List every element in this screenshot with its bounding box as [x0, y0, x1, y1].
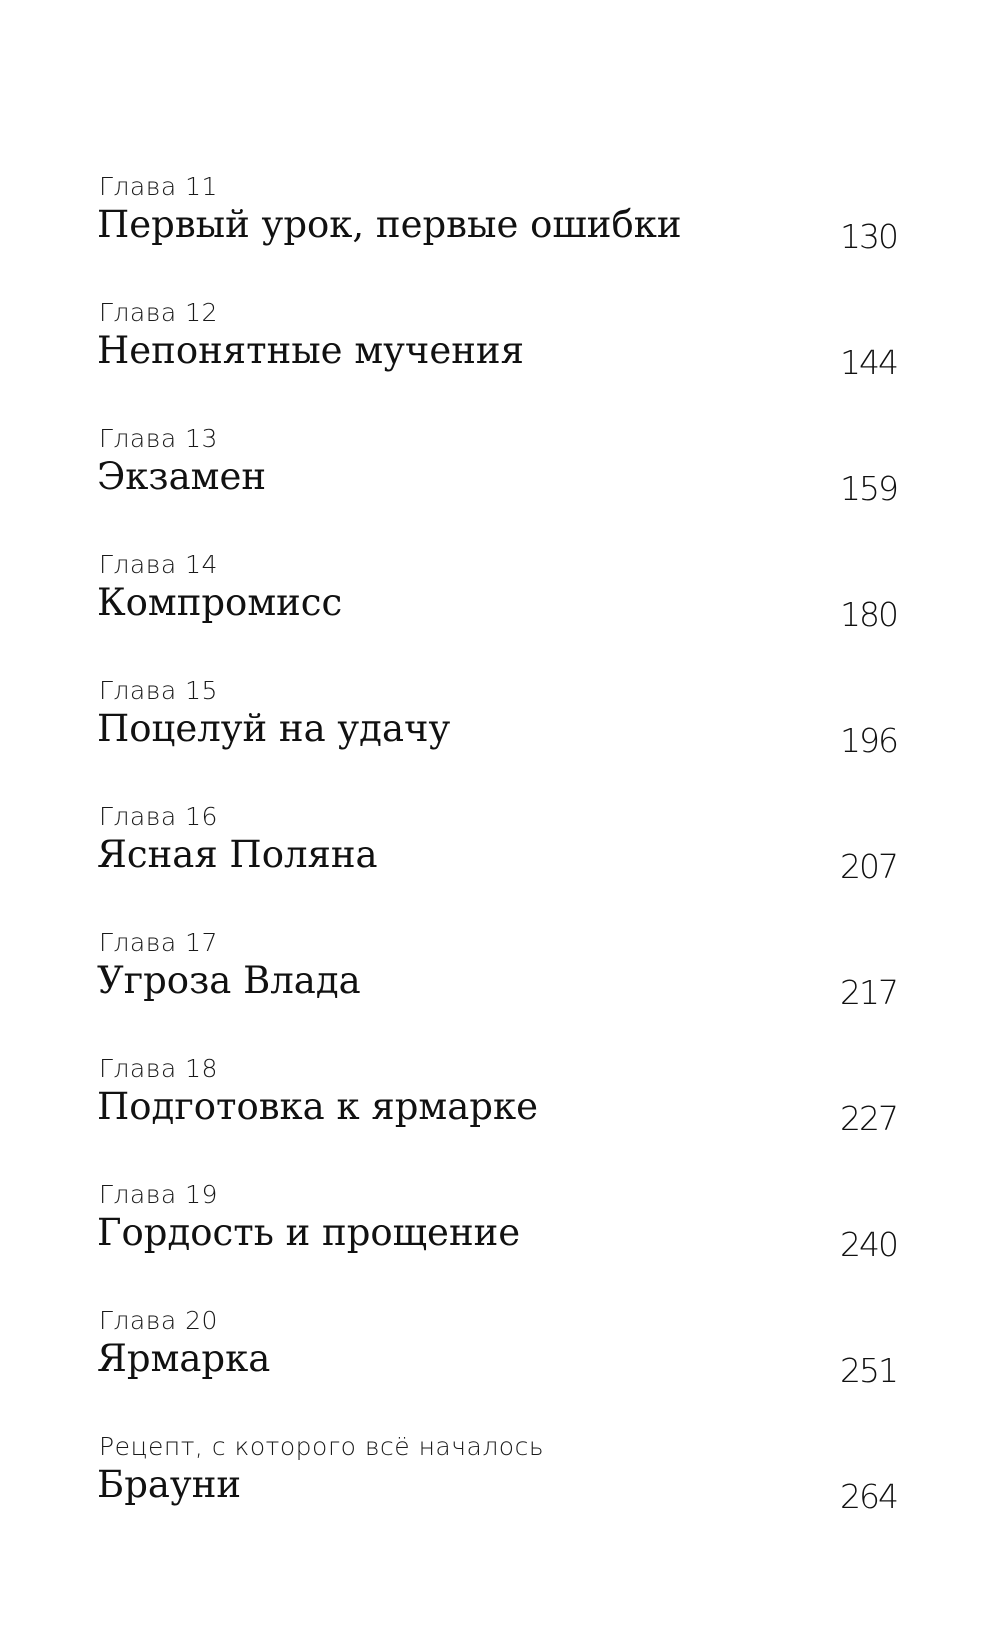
chapter-title: Первый урок, первые ошибки	[97, 203, 682, 246]
chapter-title: Экзамен	[97, 455, 267, 498]
chapter-title: Ярмарка	[97, 1337, 271, 1380]
chapter-label: Глава 16	[99, 802, 218, 831]
toc-entry-chapter-19[interactable]	[97, 1182, 897, 1308]
toc-entry-chapter-20[interactable]	[97, 1308, 897, 1434]
page-number: 217	[840, 973, 897, 1012]
chapter-label: Глава 19	[99, 1180, 218, 1209]
chapter-title: Гордость и прощение	[97, 1211, 521, 1254]
recipe-title: Брауни	[97, 1463, 242, 1506]
toc-entry-chapter-16[interactable]	[97, 804, 897, 930]
page-number: 159	[840, 469, 897, 508]
chapter-label: Глава 13	[99, 424, 218, 453]
table-of-contents	[97, 174, 897, 1544]
chapter-label: Глава 15	[99, 676, 218, 705]
chapter-label: Глава 11	[99, 172, 218, 201]
page-number: 264	[840, 1477, 897, 1516]
toc-entry-chapter-12[interactable]	[97, 300, 897, 426]
chapter-title: Непонятные мучения	[97, 329, 524, 372]
chapter-title: Компромисс	[97, 581, 343, 624]
page-number: 227	[840, 1099, 897, 1138]
toc-entry-chapter-11[interactable]	[97, 174, 897, 300]
chapter-title: Ясная Поляна	[97, 833, 378, 876]
page-number: 144	[840, 343, 897, 382]
toc-entry-recipe[interactable]	[97, 1434, 897, 1544]
toc-entry-chapter-15[interactable]	[97, 678, 897, 804]
page-number: 130	[840, 217, 897, 256]
page-number: 240	[840, 1225, 897, 1264]
toc-entry-chapter-13[interactable]	[97, 426, 897, 552]
page-number: 180	[840, 595, 897, 634]
chapter-label: Глава 17	[99, 928, 218, 957]
toc-entry-chapter-18[interactable]	[97, 1056, 897, 1182]
chapter-label: Глава 18	[99, 1054, 218, 1083]
chapter-label: Глава 14	[99, 550, 218, 579]
chapter-label: Глава 12	[99, 298, 218, 327]
page-number: 207	[840, 847, 897, 886]
chapter-label: Глава 20	[99, 1306, 218, 1335]
recipe-label: Рецепт, с которого всё началось	[99, 1432, 545, 1461]
chapter-title: Поцелуй на удачу	[97, 707, 451, 750]
toc-entry-chapter-14[interactable]	[97, 552, 897, 678]
toc-entry-chapter-17[interactable]	[97, 930, 897, 1056]
page-number: 251	[840, 1351, 897, 1390]
chapter-title: Подготовка к ярмарке	[97, 1085, 538, 1128]
chapter-title: Угроза Влада	[97, 959, 361, 1002]
page-number: 196	[840, 721, 897, 760]
